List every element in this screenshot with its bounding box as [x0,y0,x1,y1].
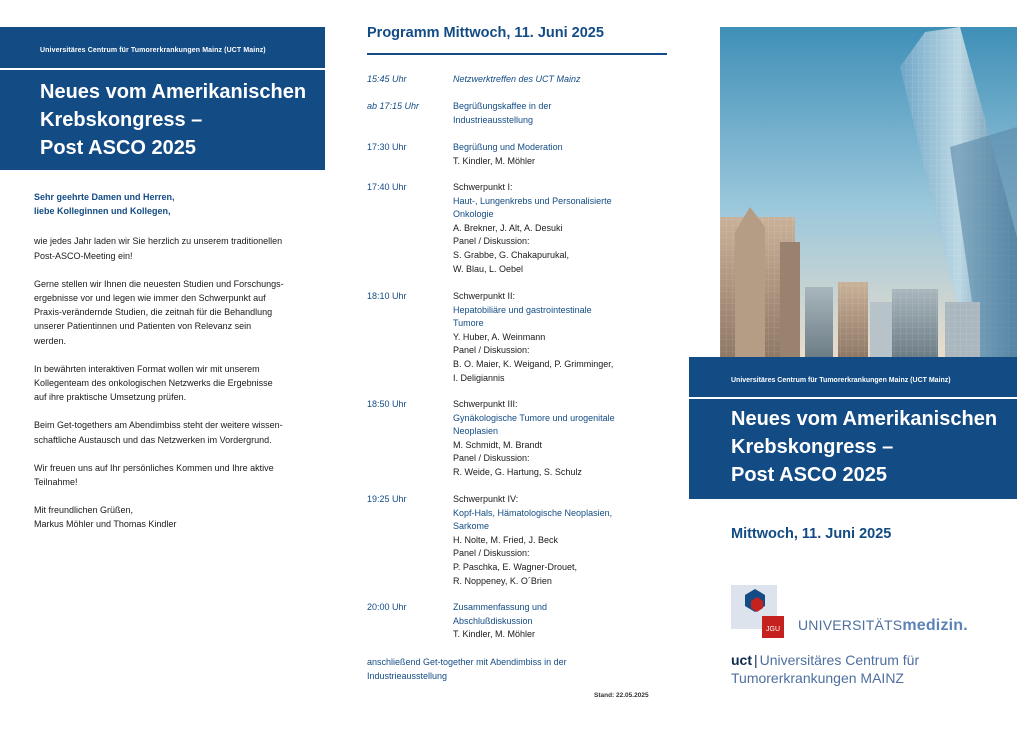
program-heading: Schwerpunkt I: [453,182,513,192]
uct-logo-line [731,651,919,669]
program-panel-label: Panel / Diskussion: [453,548,530,559]
salutation [34,190,329,218]
program-time: ab 17:15 Uhr [367,101,420,111]
letter-line: schaftliche Austausch und das Netzwerken im Vordergrund. [34,434,272,445]
salutation-line: liebe Kolleginnen und Kollegen, [34,206,171,217]
letter-line: ergebnisse vor und legen wie immer den Schwerpunkt auf [34,293,266,304]
letter-line: auf ihre praktische Umsetzung prüfen. [34,392,187,403]
letter-paragraph [34,362,329,405]
uct-name-line1: Universitäres Centrum für [759,652,920,668]
letter-line: Kollegenteam des onkologischen Netzwerks die Ergebnisse [34,378,273,389]
uct-separator: | [754,652,758,668]
program-panelists: R. Weide, G. Hartung, S. Schulz [453,466,582,477]
program-topic: Haut-, Lungenkrebs und Personalisierte [453,195,612,206]
program-panelists: I. Deligiannis [453,372,505,383]
program-panel-label: Panel / Diskussion: [453,453,530,464]
document-date-stamp: Stand: 22.05.2025 [594,692,649,699]
wordmark-part: UNIVERSITÄTS [798,617,903,633]
event-date: Mittwoch, 11. Juni 2025 [731,526,892,542]
event-title [40,78,325,162]
program-speakers: T. Kindler, M. Möhler [453,155,536,166]
program-time: 17:40 Uhr [367,182,407,192]
program-topic: Onkologie [453,209,494,220]
letter-line: Post-ASCO-Meeting ein! [34,250,133,261]
wordmark-part: medizin. [902,617,968,634]
program-heading: Schwerpunkt IV: [453,494,519,504]
letter-line: Praxis-verändernde Studien, die zeitnah für die Behandlung [34,307,273,318]
letter-line: Markus Möhler und Thomas Kindler [34,519,177,530]
program-divider [367,53,667,55]
letter-line: Wir freuen uns auf Ihr persönliches Kommen und Ihre aktive [34,462,274,473]
skyline-illustration [720,27,1017,357]
title-line: Krebskongress – [40,109,203,131]
letter-paragraph [34,418,329,446]
program-topic: Neoplasien [453,426,499,437]
letter-paragraph [34,234,329,262]
program-speakers: A. Brekner, J. Alt, A. Desuki [453,222,563,233]
program-topic: Sarkome [453,521,490,532]
invitation-letter [34,190,329,546]
letter-line: In bewährten interaktiven Format wollen wir mit unserem [34,363,260,374]
program-time: 18:10 Uhr [367,291,407,301]
title-line: Post ASCO 2025 [731,464,887,486]
letter-line: Teilnahme! [34,477,78,488]
program-topic: Kopf-Hals, Hämatologische Neoplasien, [453,507,613,518]
program-topic: Begrüßung und Moderation [453,142,563,152]
program-speakers: T. Kindler, M. Möhler [453,629,536,640]
program-topic: Netzwerktreffen des UCT Mainz [453,74,581,84]
title-line: Neues vom Amerikanischen [40,81,307,103]
program-panelists: B. O. Maier, K. Weigand, P. Grimminger, [453,358,614,369]
letter-line: unserer Patientinnen und Patienten von Relevanz sein [34,321,252,332]
program-panel-label: Panel / Diskussion: [453,345,530,356]
program-topic: Hepatobiliäre und gastrointestinale [453,304,592,315]
program-panel-label: Panel / Diskussion: [453,236,530,247]
org-name: Universitäres Centrum für Tumorerkrankungen Mainz (UCT Mainz) [40,47,266,54]
program-panelists: S. Grabbe, G. Chakapurukal, [453,249,570,260]
closing-line: anschließend Get-together mit Abendimbiss in der [367,657,567,667]
program-time: 20:00 Uhr [367,602,407,612]
program-time: 18:50 Uhr [367,399,407,409]
program-topic: Begrüßungskaffee in der [453,101,552,111]
letter-line: Beim Get-togethers am Abendimbiss steht der weitere wissen- [34,420,283,431]
program-time: 17:30 Uhr [367,142,407,152]
jgu-mark: JGU [766,626,780,633]
letter-line: werden. [34,335,67,346]
banner-divider [689,397,1017,399]
program-heading: Schwerpunkt III: [453,399,518,409]
program-panelists: R. Noppeney, K. O´Brien [453,575,552,586]
program-title: Programm Mittwoch, 11. Juni 2025 [367,25,604,41]
program-topic: Industrieausstellung [453,114,534,125]
closing-line: Industrieausstellung [367,671,448,681]
program-topic: Zusammenfassung und [453,602,548,612]
program-topic: Gynäkologische Tumore und urogenitale [453,412,615,423]
program-speakers: H. Nolte, M. Fried, J. Beck [453,534,559,545]
skyline-photo [720,27,1017,357]
program-time: 15:45 Uhr [367,74,407,84]
program-topic: Abschlußdiskussion [453,615,533,626]
title-line: Post ASCO 2025 [40,137,196,159]
uct-name-line2: Tumorerkrankungen MAINZ [731,670,904,686]
letter-line: wie jedes Jahr laden wir Sie herzlich zu unserem traditionellen [34,236,283,247]
letter-signature [34,503,329,531]
title-line: Neues vom Amerikanischen [731,408,998,430]
program-heading: Schwerpunkt II: [453,291,516,301]
universitaetsmedizin-wordmark [798,617,968,635]
program-panelists: W. Blau, L. Oebel [453,263,524,274]
title-line: Krebskongress – [731,436,894,458]
banner-divider [0,68,325,70]
uct-abbr: uct [731,652,752,668]
right-title-banner [689,357,1017,499]
letter-line: Gerne stellen wir Ihnen die neuesten Studien und Forschungs- [34,278,284,289]
letter-line: Mit freundlichen Grüßen, [34,505,134,516]
letter-paragraph [34,277,329,348]
program-speakers: M. Schmidt, M. Brandt [453,439,543,450]
event-title [731,405,1017,489]
salutation-line: Sehr geehrte Damen und Herren, [34,192,175,202]
left-title-banner [0,27,325,170]
program-speakers: Y. Huber, A. Weinmann [453,331,546,342]
universitaetsmedizin-logo-icon [731,585,787,639]
program-closing-note [367,655,667,683]
org-name: Universitäres Centrum für Tumorerkrankungen Mainz (UCT Mainz) [731,377,951,384]
letter-paragraph [34,461,329,489]
program-panelists: P. Paschka, E. Wagner-Drouet, [453,561,578,572]
program-topic: Tumore [453,318,484,329]
program-time: 19:25 Uhr [367,494,407,504]
